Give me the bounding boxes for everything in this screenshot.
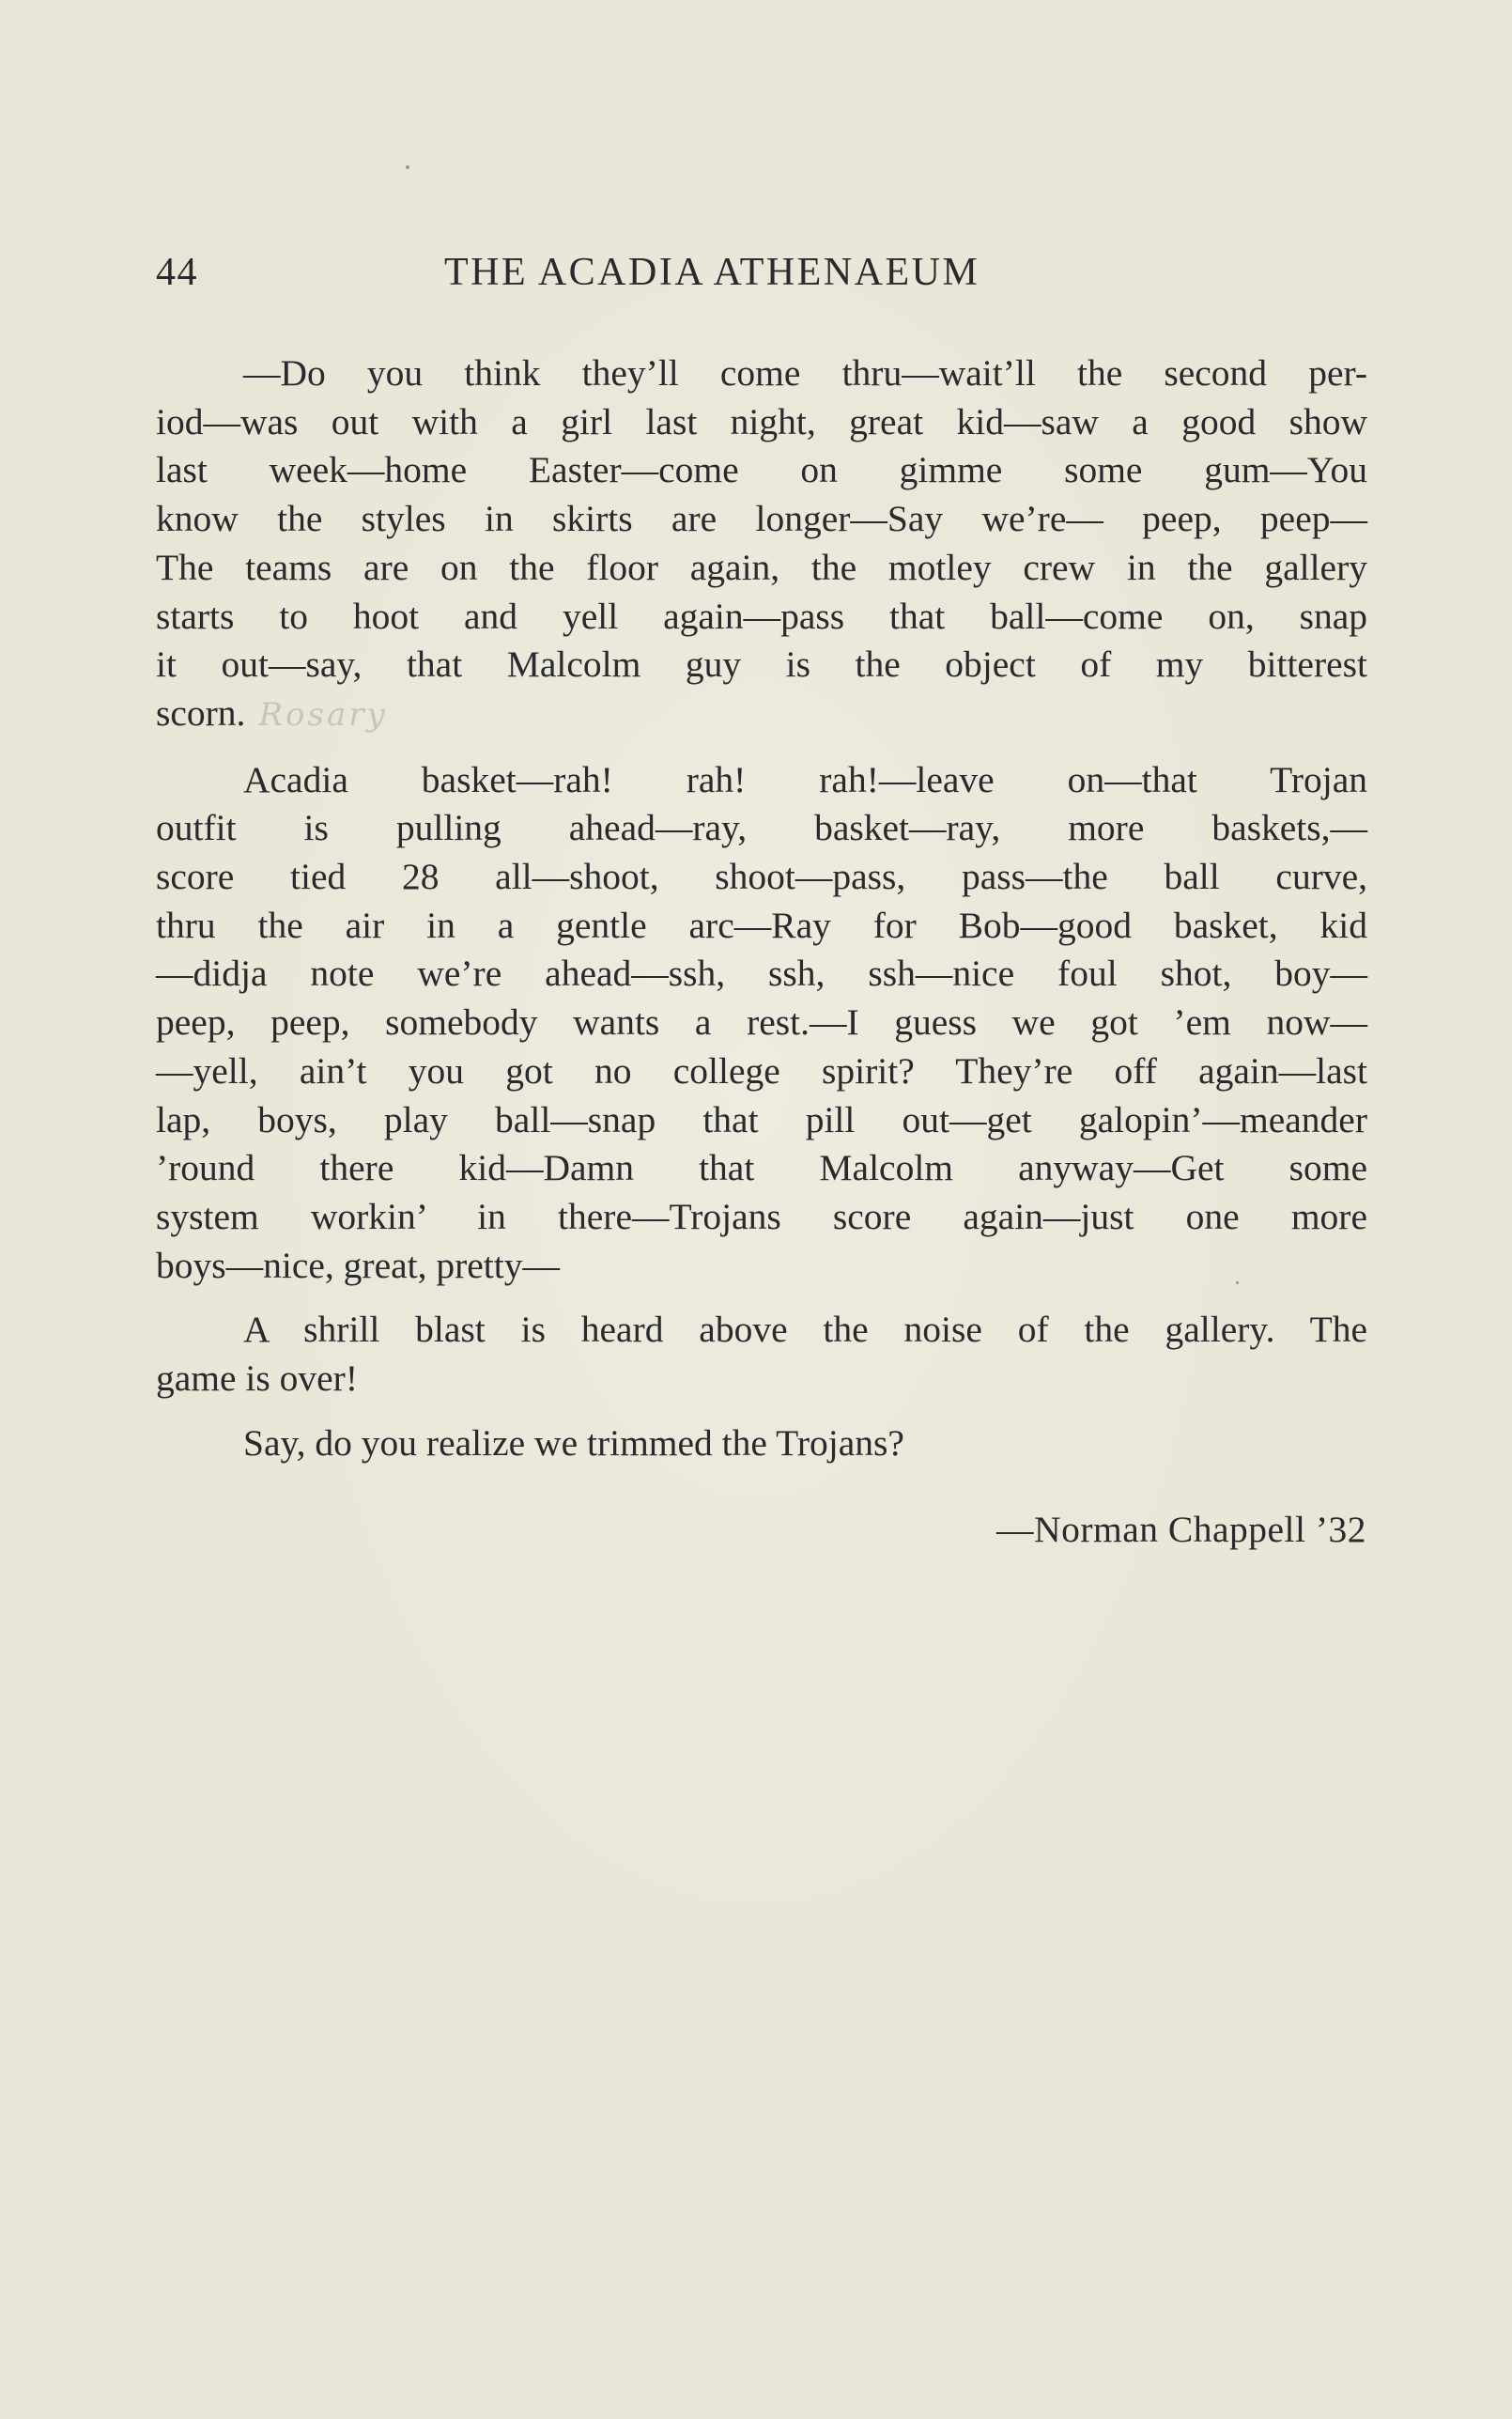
- pencil-annotation: Rosary: [258, 695, 388, 734]
- text-line: scorn.: [156, 691, 246, 734]
- text-line: boys—nice, great, pretty—: [156, 1244, 560, 1286]
- author-signature: —Norman Chappell ’32: [996, 1509, 1366, 1550]
- text-line: —yell, ain’t you got no college spirit? They’re off again—last: [156, 1049, 1367, 1092]
- paragraph: [156, 349, 1367, 740]
- running-head: THE ACADIA ATHENAEUM: [444, 251, 980, 294]
- text-line: thru the air in a gentle arc—Ray for Bob—good basket, kid: [156, 904, 1367, 946]
- text-line: —Do you think they’ll come thru—wait’ll the second per-: [243, 352, 1367, 394]
- text-line: Acadia basket—rah! rah! rah!—leave on—that Trojan: [243, 758, 1367, 800]
- text-line: Say, do you realize we trimmed the Trojans?: [243, 1421, 904, 1464]
- text-line: lap, boys, play ball—snap that pill out—get galopin’—meander: [156, 1098, 1367, 1140]
- paragraph: [156, 1419, 1367, 1468]
- text-line: system workin’ in there—Trojans score again—just one more: [156, 1195, 1367, 1237]
- text-line: starts to hoot and yell again—pass that ball—come on, snap: [156, 595, 1367, 637]
- text-line: score tied 28 all—shoot, shoot—pass, pass—the ball curve,: [156, 856, 1367, 898]
- text-line: know the styles in skirts are longer—Say we’re— peep, peep—: [156, 498, 1367, 540]
- paper-speck: [406, 165, 409, 169]
- text-line: last week—home Easter—come on gimme some gum—You: [156, 449, 1367, 491]
- text-line: iod—was out with a girl last night, great kid—saw a good show: [156, 400, 1367, 442]
- text-line: ’round there kid—Damn that Malcolm anyway—Get some: [156, 1147, 1367, 1189]
- page-header: [156, 250, 1367, 306]
- text-line-with-note: [156, 690, 1367, 740]
- text-line: The teams are on the floor again, the motley crew in the gallery: [156, 546, 1367, 588]
- text-line: peep, peep, somebody wants a rest.—I guess we got ’em now—: [156, 1001, 1367, 1044]
- paragraph: [156, 756, 1367, 1291]
- text-line: game is over!: [156, 1357, 358, 1400]
- paragraph: [156, 1306, 1367, 1403]
- text-line: A shrill blast is heard above the noise of the gallery. The: [243, 1309, 1367, 1351]
- article-body: [156, 349, 1367, 1483]
- text-line: —didja note we’re ahead—ssh, ssh, ssh—nice foul shot, boy—: [156, 953, 1367, 995]
- page-number: 44: [156, 251, 198, 294]
- text-line: it out—say, that Malcolm guy is the object of my bitterest: [156, 644, 1367, 686]
- text-line: outfit is pulling ahead—ray, basket—ray, more baskets,—: [156, 807, 1367, 849]
